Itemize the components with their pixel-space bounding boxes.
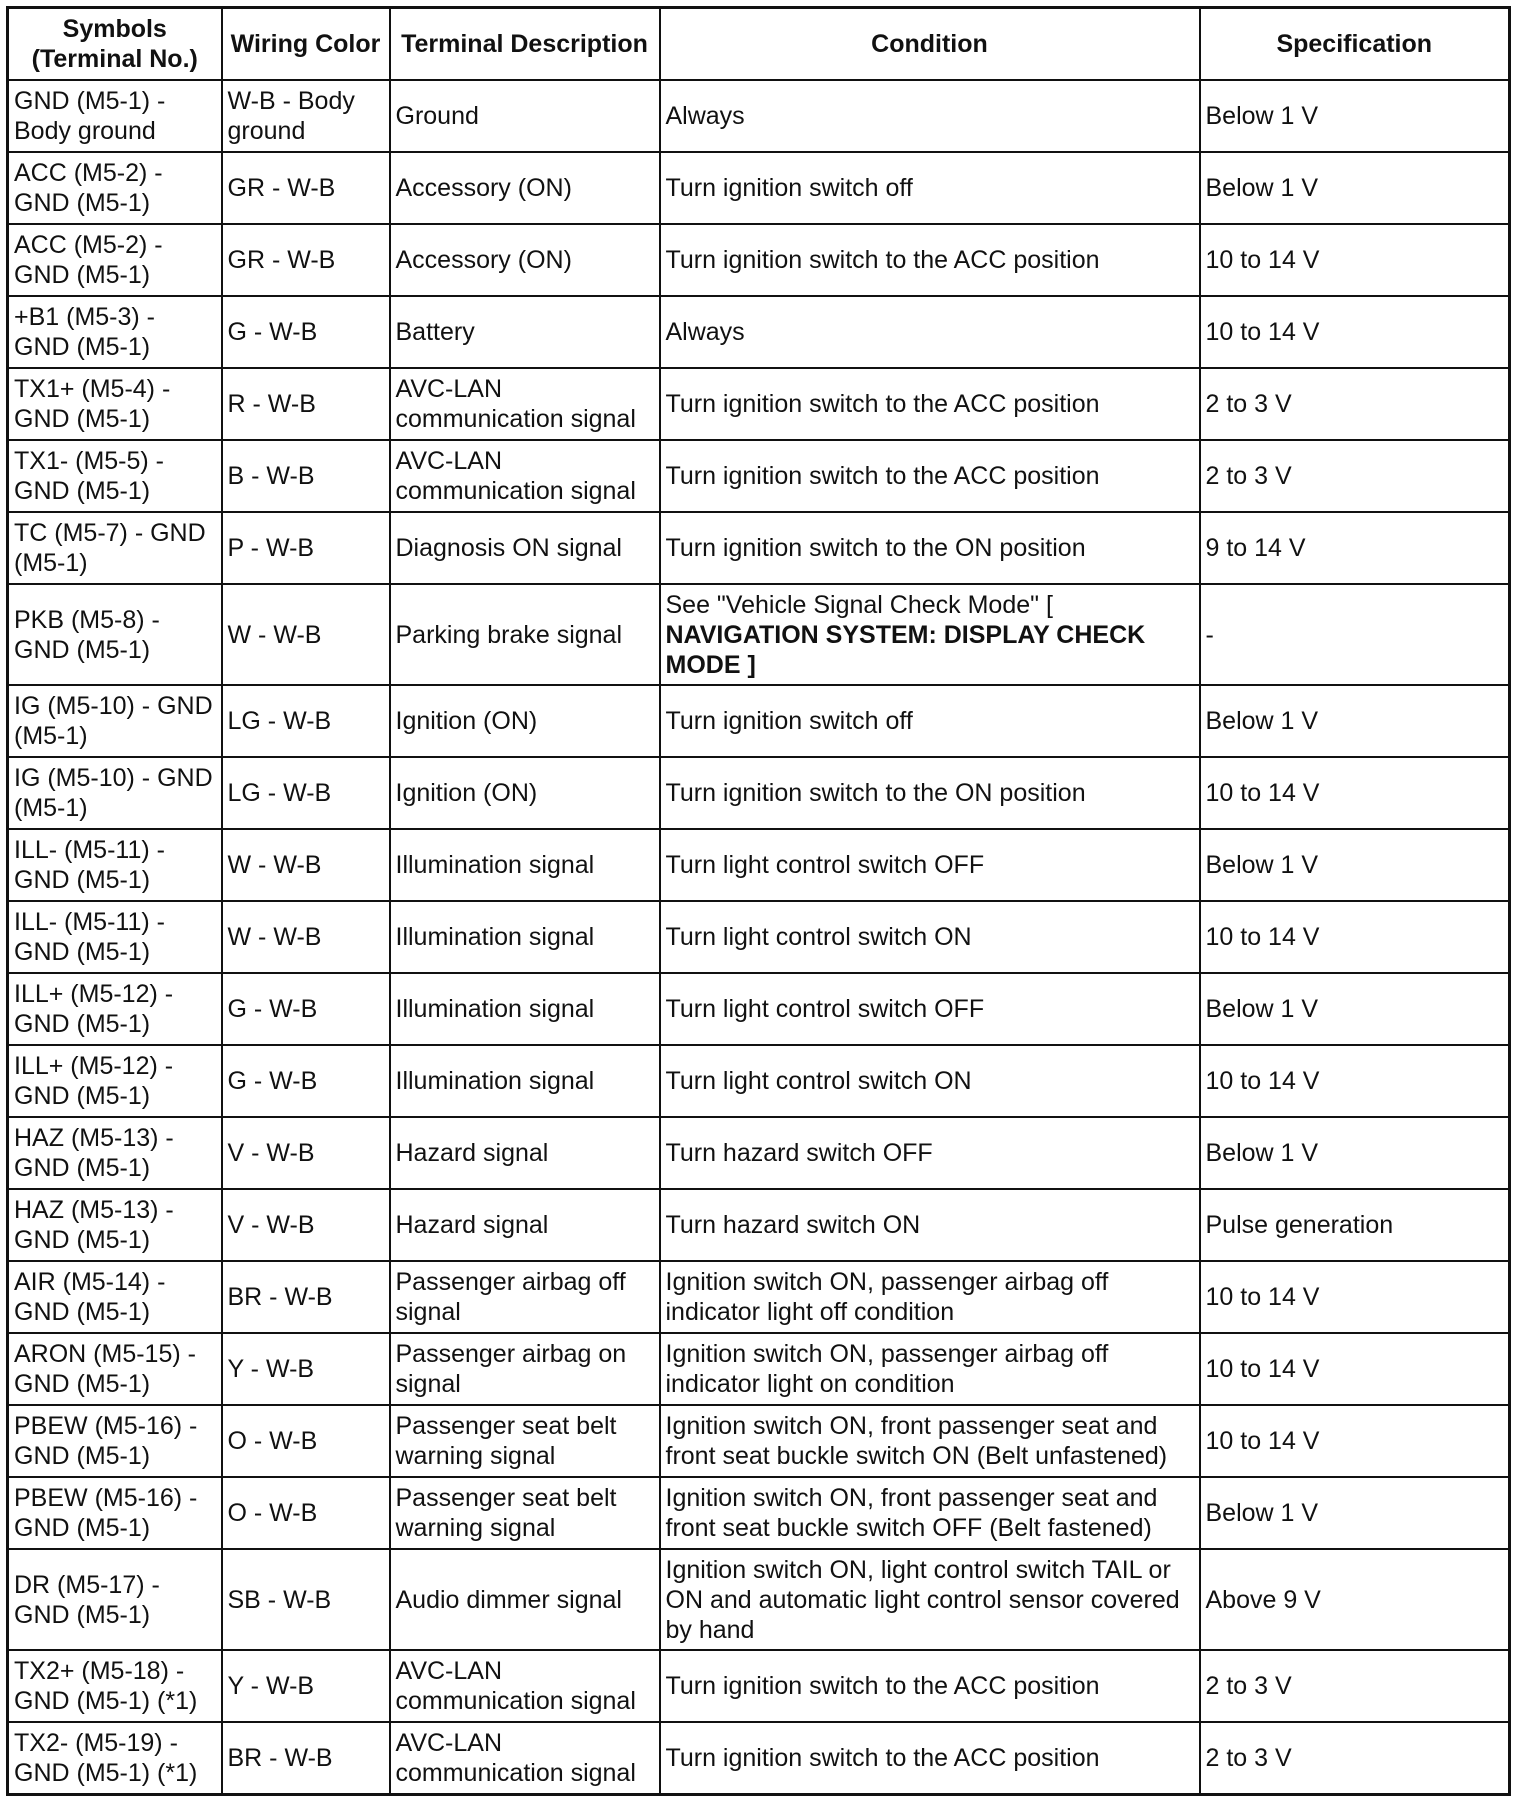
- symbol-cell: ACC (M5-2) - GND (M5-1): [8, 224, 222, 296]
- condition-cell: Ignition switch ON, front passenger seat and front seat buckle switch OFF (Belt fastened): [660, 1477, 1200, 1549]
- table-row: [8, 829, 1510, 901]
- table-row: [8, 901, 1510, 973]
- description-cell: Accessory (ON): [390, 224, 660, 296]
- specification-cell: Below 1 V: [1200, 80, 1510, 152]
- symbol-cell: PBEW (M5-16) - GND (M5-1): [8, 1477, 222, 1549]
- condition-cell: Always: [660, 296, 1200, 368]
- wiring-color-cell: LG - W-B: [222, 685, 390, 757]
- terminal-spec-sheet: [6, 6, 1511, 1796]
- symbol-cell: TX2+ (M5-18) - GND (M5-1) (*1): [8, 1650, 222, 1722]
- condition-cell: Turn ignition switch to the ACC position: [660, 1650, 1200, 1722]
- symbol-cell: TC (M5-7) - GND (M5-1): [8, 512, 222, 584]
- symbol-cell: ILL+ (M5-12) - GND (M5-1): [8, 973, 222, 1045]
- description-cell: Hazard signal: [390, 1117, 660, 1189]
- condition-cell: [660, 584, 1200, 685]
- condition-cell: Turn ignition switch to the ACC position: [660, 440, 1200, 512]
- description-cell: Parking brake signal: [390, 584, 660, 685]
- condition-cell: Turn light control switch ON: [660, 1045, 1200, 1117]
- specification-cell: 10 to 14 V: [1200, 1333, 1510, 1405]
- description-cell: Illumination signal: [390, 1045, 660, 1117]
- condition-cell: Turn ignition switch off: [660, 152, 1200, 224]
- description-cell: AVC-LAN communication signal: [390, 440, 660, 512]
- condition-cell: Ignition switch ON, passenger airbag off indicator light off condition: [660, 1261, 1200, 1333]
- symbol-cell: TX2- (M5-19) - GND (M5-1) (*1): [8, 1722, 222, 1794]
- wiring-color-cell: GR - W-B: [222, 152, 390, 224]
- table-row: [8, 1405, 1510, 1477]
- table-row: [8, 1477, 1510, 1549]
- condition-cell: Turn ignition switch off: [660, 685, 1200, 757]
- specification-cell: 10 to 14 V: [1200, 901, 1510, 973]
- description-cell: Passenger airbag off signal: [390, 1261, 660, 1333]
- terminal-spec-table: [6, 6, 1511, 1796]
- table-row: [8, 973, 1510, 1045]
- header-symbols: Symbols (Terminal No.): [8, 8, 222, 81]
- specification-cell: Below 1 V: [1200, 685, 1510, 757]
- symbol-cell: ARON (M5-15) - GND (M5-1): [8, 1333, 222, 1405]
- condition-cell: Always: [660, 80, 1200, 152]
- wiring-color-cell: G - W-B: [222, 1045, 390, 1117]
- table-row: [8, 296, 1510, 368]
- specification-cell: 10 to 14 V: [1200, 1261, 1510, 1333]
- wiring-color-cell: Y - W-B: [222, 1650, 390, 1722]
- wiring-color-cell: G - W-B: [222, 296, 390, 368]
- symbol-cell: TX1- (M5-5) - GND (M5-1): [8, 440, 222, 512]
- description-cell: Passenger seat belt warning signal: [390, 1477, 660, 1549]
- table-row: [8, 1045, 1510, 1117]
- description-cell: Passenger airbag on signal: [390, 1333, 660, 1405]
- wiring-color-cell: P - W-B: [222, 512, 390, 584]
- table-row: [8, 1189, 1510, 1261]
- specification-cell: -: [1200, 584, 1510, 685]
- table-row: [8, 152, 1510, 224]
- description-cell: AVC-LAN communication signal: [390, 1650, 660, 1722]
- table-row: [8, 1549, 1510, 1650]
- specification-cell: Pulse generation: [1200, 1189, 1510, 1261]
- wiring-color-cell: O - W-B: [222, 1477, 390, 1549]
- symbol-cell: IG (M5-10) - GND (M5-1): [8, 757, 222, 829]
- symbol-cell: ILL+ (M5-12) - GND (M5-1): [8, 1045, 222, 1117]
- condition-text: See "Vehicle Signal Check Mode" [: [665, 590, 1053, 619]
- specification-cell: Below 1 V: [1200, 973, 1510, 1045]
- condition-cell: Ignition switch ON, passenger airbag off indicator light on condition: [660, 1333, 1200, 1405]
- specification-cell: 2 to 3 V: [1200, 368, 1510, 440]
- specification-cell: 2 to 3 V: [1200, 440, 1510, 512]
- specification-cell: Below 1 V: [1200, 1117, 1510, 1189]
- symbol-cell: HAZ (M5-13) - GND (M5-1): [8, 1117, 222, 1189]
- specification-cell: 2 to 3 V: [1200, 1650, 1510, 1722]
- table-row: [8, 1333, 1510, 1405]
- description-cell: Illumination signal: [390, 829, 660, 901]
- description-cell: AVC-LAN communication signal: [390, 1722, 660, 1794]
- table-row: [8, 224, 1510, 296]
- symbol-cell: +B1 (M5-3) - GND (M5-1): [8, 296, 222, 368]
- specification-cell: 10 to 14 V: [1200, 1405, 1510, 1477]
- symbol-cell: DR (M5-17) - GND (M5-1): [8, 1549, 222, 1650]
- wiring-color-cell: W - W-B: [222, 901, 390, 973]
- specification-cell: 10 to 14 V: [1200, 296, 1510, 368]
- condition-cell: Turn light control switch OFF: [660, 829, 1200, 901]
- table-row: [8, 80, 1510, 152]
- symbol-cell: ACC (M5-2) - GND (M5-1): [8, 152, 222, 224]
- table-row: [8, 368, 1510, 440]
- header-specification: Specification: [1200, 8, 1510, 81]
- header-terminal-description: Terminal Description: [390, 8, 660, 81]
- symbol-cell: HAZ (M5-13) - GND (M5-1): [8, 1189, 222, 1261]
- wiring-color-cell: W - W-B: [222, 584, 390, 685]
- description-cell: Ignition (ON): [390, 685, 660, 757]
- specification-cell: 2 to 3 V: [1200, 1722, 1510, 1794]
- table-row: [8, 685, 1510, 757]
- description-cell: AVC-LAN communication signal: [390, 368, 660, 440]
- symbol-cell: TX1+ (M5-4) - GND (M5-1): [8, 368, 222, 440]
- wiring-color-cell: BR - W-B: [222, 1722, 390, 1794]
- specification-cell: Below 1 V: [1200, 1477, 1510, 1549]
- wiring-color-cell: R - W-B: [222, 368, 390, 440]
- symbol-cell: PBEW (M5-16) - GND (M5-1): [8, 1405, 222, 1477]
- display-check-mode-reference: NAVIGATION SYSTEM: DISPLAY CHECK MODE ]: [665, 620, 1146, 679]
- symbol-cell: GND (M5-1) - Body ground: [8, 80, 222, 152]
- specification-cell: Below 1 V: [1200, 152, 1510, 224]
- condition-cell: Turn hazard switch OFF: [660, 1117, 1200, 1189]
- symbol-cell: ILL- (M5-11) - GND (M5-1): [8, 901, 222, 973]
- condition-cell: Turn ignition switch to the ACC position: [660, 224, 1200, 296]
- wiring-color-cell: O - W-B: [222, 1405, 390, 1477]
- table-row: [8, 1261, 1510, 1333]
- description-cell: Illumination signal: [390, 973, 660, 1045]
- table-row: [8, 1722, 1510, 1794]
- wiring-color-cell: LG - W-B: [222, 757, 390, 829]
- table-header-row: [8, 8, 1510, 81]
- table-row: [8, 1650, 1510, 1722]
- wiring-color-cell: Y - W-B: [222, 1333, 390, 1405]
- wiring-color-cell: GR - W-B: [222, 224, 390, 296]
- description-cell: Audio dimmer signal: [390, 1549, 660, 1650]
- table-row: [8, 584, 1510, 685]
- symbol-cell: PKB (M5-8) - GND (M5-1): [8, 584, 222, 685]
- specification-cell: 10 to 14 V: [1200, 224, 1510, 296]
- condition-cell: Turn ignition switch to the ACC position: [660, 368, 1200, 440]
- condition-cell: Turn ignition switch to the ON position: [660, 757, 1200, 829]
- table-row: [8, 440, 1510, 512]
- specification-cell: 10 to 14 V: [1200, 757, 1510, 829]
- condition-cell: Turn ignition switch to the ACC position: [660, 1722, 1200, 1794]
- specification-cell: Below 1 V: [1200, 829, 1510, 901]
- condition-cell: Turn light control switch OFF: [660, 973, 1200, 1045]
- description-cell: Illumination signal: [390, 901, 660, 973]
- condition-cell: Turn light control switch ON: [660, 901, 1200, 973]
- wiring-color-cell: W - W-B: [222, 829, 390, 901]
- wiring-color-cell: SB - W-B: [222, 1549, 390, 1650]
- description-cell: Ground: [390, 80, 660, 152]
- wiring-color-cell: W-B - Body ground: [222, 80, 390, 152]
- description-cell: Passenger seat belt warning signal: [390, 1405, 660, 1477]
- symbol-cell: IG (M5-10) - GND (M5-1): [8, 685, 222, 757]
- description-cell: Ignition (ON): [390, 757, 660, 829]
- wiring-color-cell: V - W-B: [222, 1117, 390, 1189]
- symbol-cell: ILL- (M5-11) - GND (M5-1): [8, 829, 222, 901]
- wiring-color-cell: BR - W-B: [222, 1261, 390, 1333]
- condition-cell: Turn hazard switch ON: [660, 1189, 1200, 1261]
- table-row: [8, 757, 1510, 829]
- table-row: [8, 512, 1510, 584]
- description-cell: Diagnosis ON signal: [390, 512, 660, 584]
- wiring-color-cell: V - W-B: [222, 1189, 390, 1261]
- description-cell: Hazard signal: [390, 1189, 660, 1261]
- condition-cell: Ignition switch ON, light control switch TAIL or ON and automatic light control sensor covered by hand: [660, 1549, 1200, 1650]
- description-cell: Accessory (ON): [390, 152, 660, 224]
- specification-cell: 10 to 14 V: [1200, 1045, 1510, 1117]
- table-row: [8, 1117, 1510, 1189]
- wiring-color-cell: B - W-B: [222, 440, 390, 512]
- symbol-cell: AIR (M5-14) - GND (M5-1): [8, 1261, 222, 1333]
- wiring-color-cell: G - W-B: [222, 973, 390, 1045]
- condition-cell: Turn ignition switch to the ON position: [660, 512, 1200, 584]
- specification-cell: Above 9 V: [1200, 1549, 1510, 1650]
- header-condition: Condition: [660, 8, 1200, 81]
- header-wiring-color: Wiring Color: [222, 8, 390, 81]
- specification-cell: 9 to 14 V: [1200, 512, 1510, 584]
- description-cell: Battery: [390, 296, 660, 368]
- condition-cell: Ignition switch ON, front passenger seat and front seat buckle switch ON (Belt unfastened): [660, 1405, 1200, 1477]
